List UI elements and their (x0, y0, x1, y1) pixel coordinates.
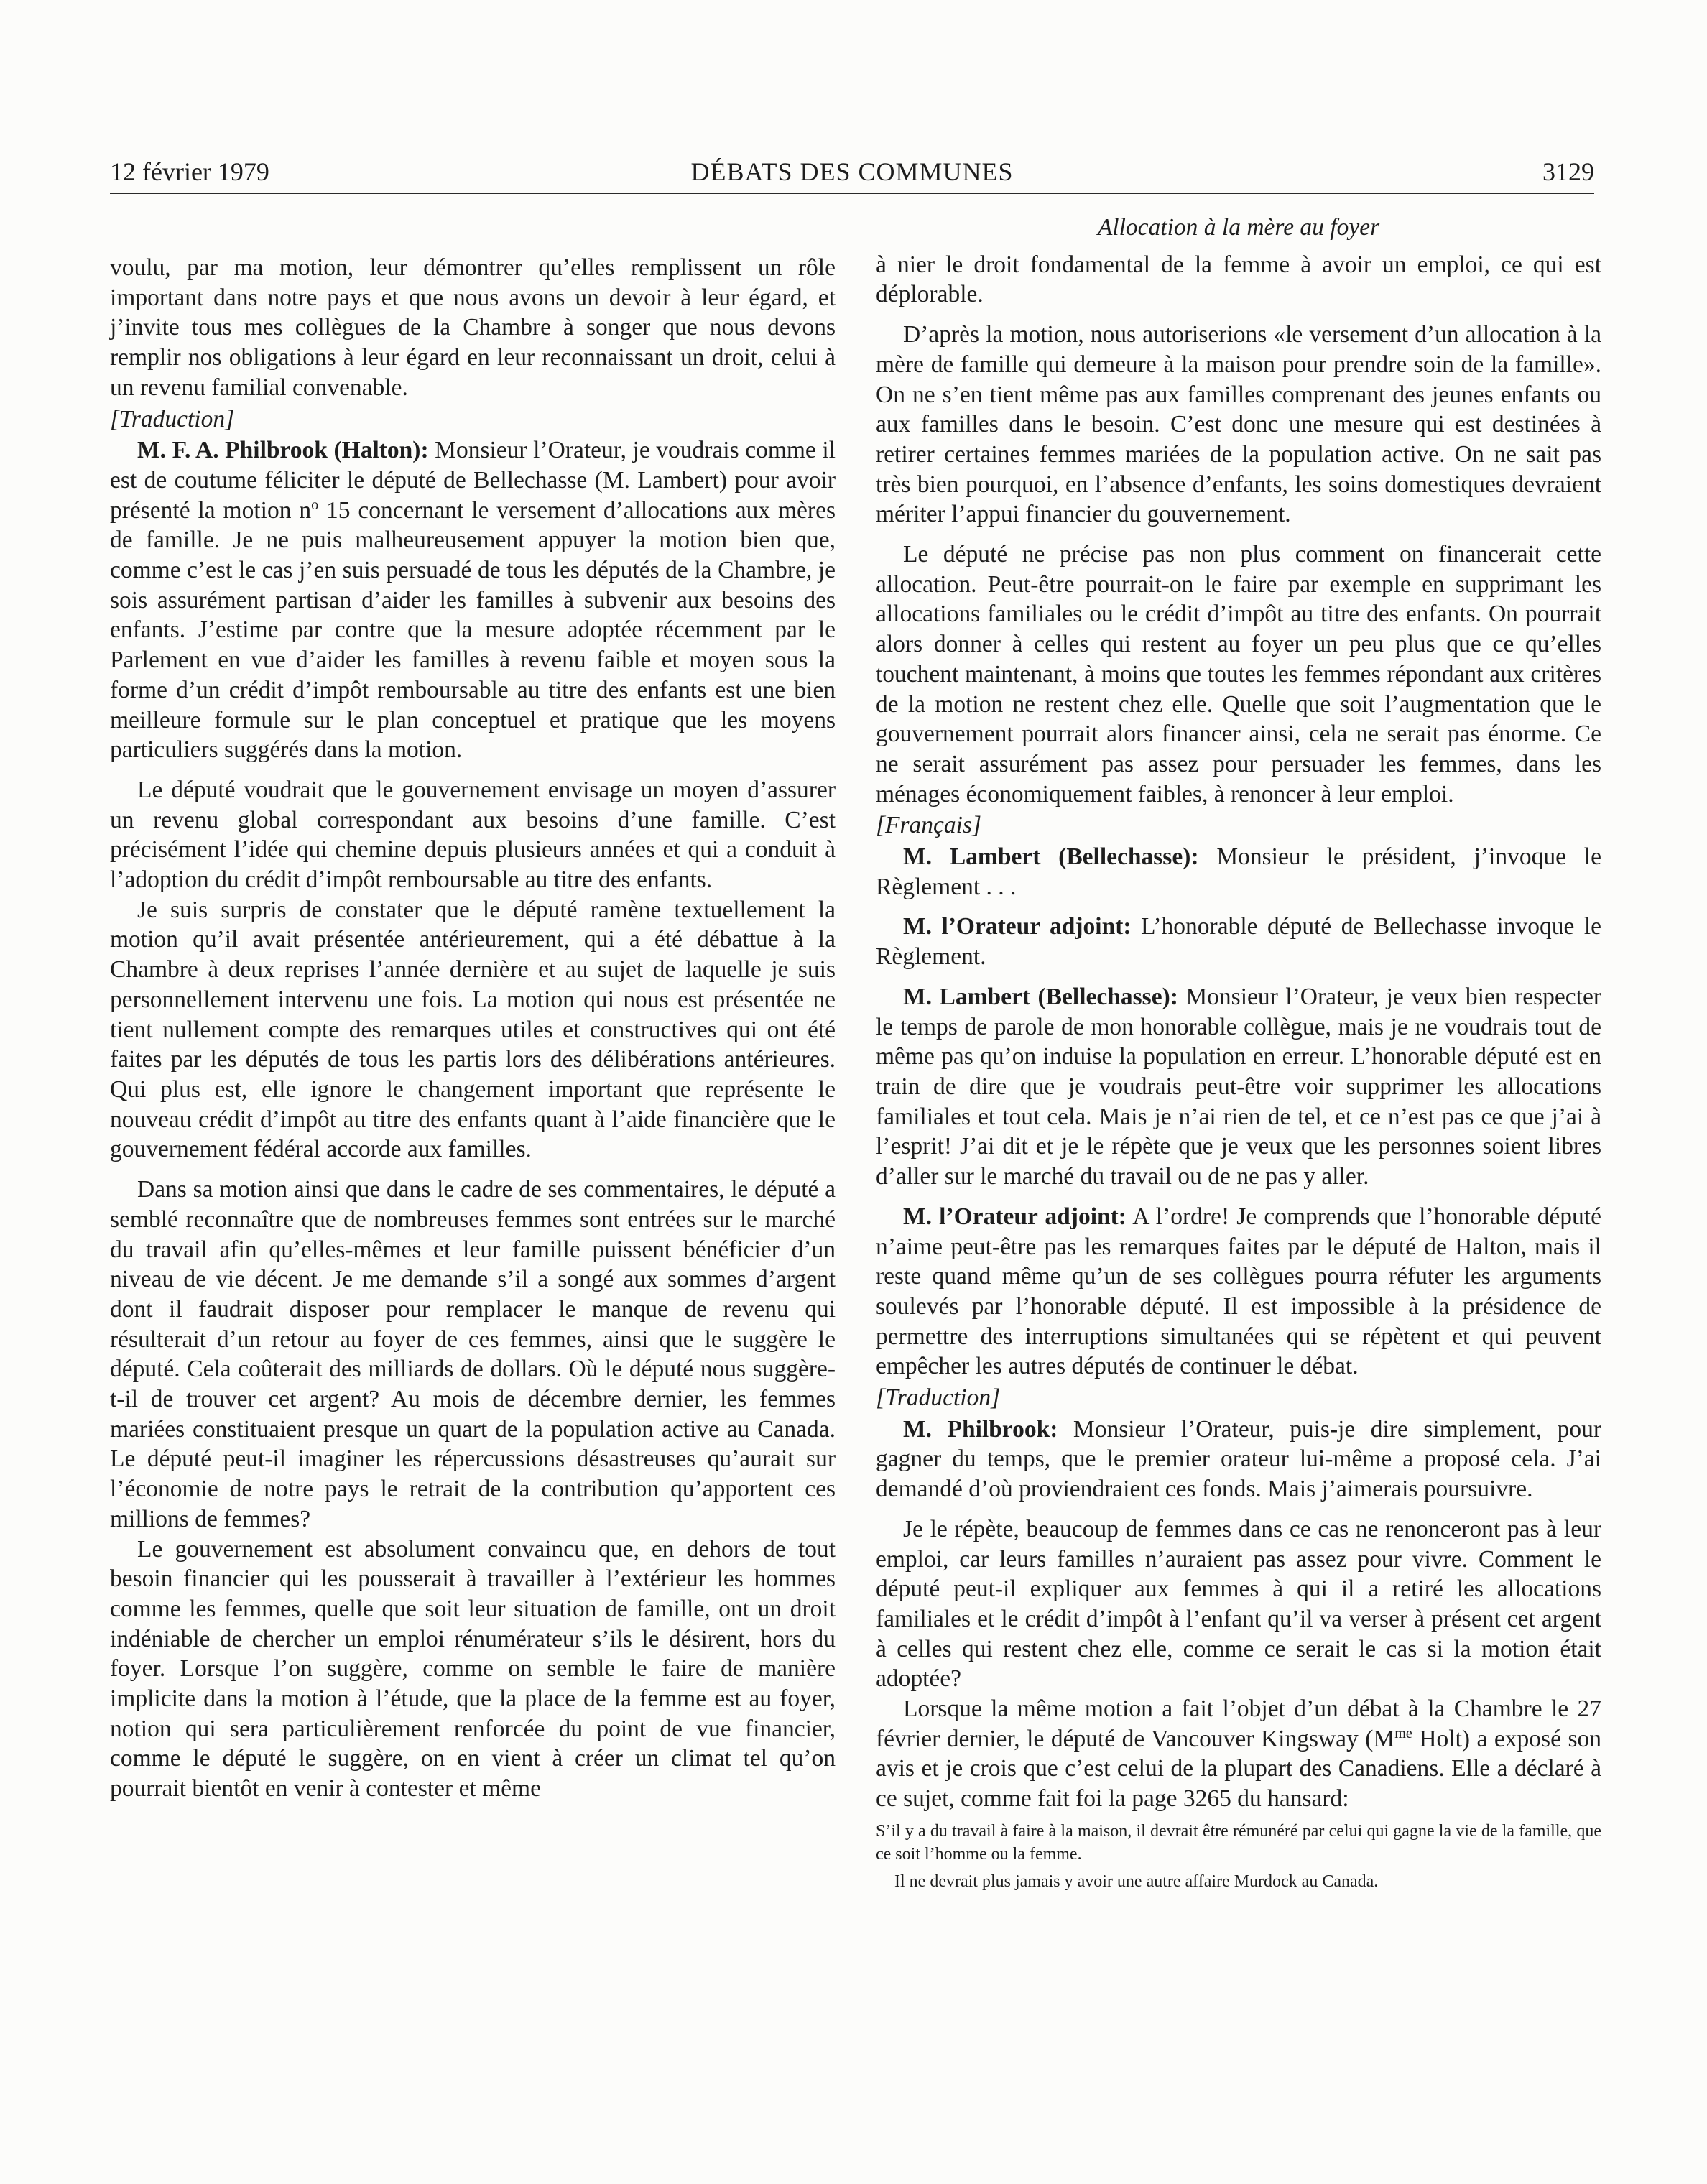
paragraph: Le député voudrait que le gouvernement envisage un moyen d’assurer un revenu global correspondant aux besoins d’une famille. C’est précisément l’idée qui chemine depuis plusieurs années et qui a conduit à l’adoption du crédit d’impôt remboursable au titre des enfants. (110, 776, 836, 894)
paragraph: Le gouvernement est absolument convaincu que, en dehors de tout besoin financier qui les pousserait à travailler à l’extérieur les hommes comme les femmes, quelle que soit leur situation de famille, ont un droit indéniable de chercher un emploi rénumérateur s’ils le désirent, hors du foyer. Lorsque l’on suggère, comme on semble le faire de manière implicite dans la motion à l’étude, que la place de la femme est au foyer, notion qui sera particulièrement renforcée du point de vue financier, comme le député le suggère, on en vient à créer un climat tel qu’on pourrait bientôt en venir à contester et même (110, 1535, 836, 1803)
speech-paragraph: M. Philbrook: Monsieur l’Orateur, puis-je dire simplement, pour gagner du temps, que le premier orateur lui-même a proposé cela. J’ai demandé d’où proviendraient ces fonds. Mais j’aimerais poursuivre. (876, 1415, 1601, 1503)
left-column (110, 253, 836, 1804)
speaker-name: M. Lambert (Bellechasse): (903, 843, 1199, 871)
language-marker: [Traduction] (876, 1384, 1001, 1412)
language-marker: [Français] (876, 812, 982, 839)
speech-paragraph: M. Lambert (Bellechasse): Monsieur le président, j’invoque le Règlement . . . (876, 843, 1601, 900)
paragraph: Je suis surpris de constater que le député ramène textuellement la motion qu’il avait présentée antérieurement, qui a été débattue à la Chambre à deux reprises l’année dernière et au sujet de laquelle je suis personnellement intervenu une fois. La motion qui nous est présentée ne tient nullement compte des remarques utiles et constructives qui ont été faites par les députés de tous les partis lors des délibérations antérieures. Qui plus est, elle ignore le changement important que représente le nouveau crédit d’impôt au titre des enfants quant à l’aide financière que le gouvernement fédéral accorde aux familles. (110, 896, 836, 1163)
speaker-name: M. Lambert (Bellechasse): (903, 983, 1178, 1010)
header-title: DÉBATS DES COMMUNES (690, 157, 1014, 186)
running-head (110, 157, 1594, 190)
paragraph: D’après la motion, nous autoriserions «le versement d’un allocation à la mère de famille qui demeure à la maison pour prendre soin de la famille». On ne s’en tient même pas aux familles comprenant des jeunes enfants ou aux familles dans le besoin. C’est donc une mesure qui est destinées à retirer certaines femmes mariées de la population active. On ne sait pas très bien pourquoi, en l’absence d’enfants, les soins domestiques devraient mériter l’appui financier du gouvernement. (876, 321, 1601, 528)
speaker-name: M. l’Orateur adjoint: (903, 1203, 1127, 1230)
subject-heading: Allocation à la mère au foyer (1097, 214, 1380, 241)
paragraph: à nier le droit fondamental de la femme à avoir un emploi, ce qui est déplorable. (876, 251, 1601, 308)
language-marker: [Traduction] (110, 405, 235, 432)
paragraph: Je le répète, beaucoup de femmes dans ce cas ne renonceront pas à leur emploi, car leurs familles n’auraient pas assez pour vivre. Comment le député peut-il expliquer aux femmes à qui il a retiré les allocations familiales et le crédit d’impôt à l’enfant qu’il va verser à présent cet argent à celles qui restent chez elle, comme ce serait le cas si la motion était adoptée? (876, 1515, 1601, 1693)
speech-paragraph: M. Lambert (Bellechasse): Monsieur l’Orateur, je veux bien respecter le temps de parole de mon honorable collègue, mais je ne voudrais tout de même pas qu’on induise la population en erreur. L’honorable député est en train de dire que je voudrais peut-être voir supprimer les allocations familiales et tout cela. Mais je n’ai rien de tel, et ce n’est pas ce que j’ai à l’esprit! J’ai dit et je le répète que je veux que les personnes soient libres d’aller sur le marché du travail ou de ne pas y aller. (876, 983, 1601, 1190)
quote-line: Il ne devrait plus jamais y avoir une autre affaire Murdock au Canada. (894, 1871, 1379, 1891)
speaker-name: M. F. A. Philbrook (Halton): (137, 437, 429, 464)
header-rule (110, 193, 1594, 194)
paragraph: Lorsque la même motion a fait l’objet d’un débat à la Chambre le 27 février dernier, le député de Vancouver Kingsway ($M^{me}$ Holt) a exposé son avis et je crois que c’est celui de la plupart des Canadiens. Elle a déclaré à ce sujet, comme fait foi la page 3265 du hansard: (876, 1695, 1601, 1813)
right-column (876, 213, 1601, 1893)
speech-paragraph: M. l’Orateur adjoint: A l’ordre! Je comprends que l’honorable député n’aime peut-être pas les remarques faites par le député de Halton, mais il reste quand même qu’un de ses collègues pourra réfuter les arguments soulevés par l’honorable député. Il est impossible à la présidence de permettre des interruptions simultanées qui se répètent et qui peuvent empêcher les autres députés de continuer le débat. (876, 1203, 1601, 1380)
speaker-name: M. l’Orateur adjoint: (903, 913, 1132, 940)
block-quote (876, 1820, 1601, 1893)
paragraph: Dans sa motion ainsi que dans le cadre de ses commentaires, le député a semblé reconnaître que de nombreuses femmes sont entrées sur le marché du travail afin qu’elles-mêmes et leur famille puissent bénéficier d’un niveau de vie décent. Je me demande s’il a songé aux sommes d’argent dont il faudrait disposer pour remplacer le manque de revenu qui résulterait d’un retour au foyer de ces femmes, ainsi que le suggère le député. Cela coûterait des milliards de dollars. Où le député nous suggère-t-il de trouver cet argent? Au mois de décembre dernier, les femmes mariées constituaient presque un quart de la population active au Canada. Le député peut-il imaginer les répercussions désastreuses qu’aurait sur l’économie de notre pays le retrait de la contribution qu’apportent ces millions de femmes? (110, 1176, 836, 1532)
paragraph: voulu, par ma motion, leur démontrer qu’elles remplissent un rôle important dans notre pays et que nous avons un devoir à leur égard, et j’invite tous mes collègues de la Chambre à songer que nous devons remplir nos obligations à leur égard en leur reconnaissant un droit, celui à un revenu familial convenable. (110, 254, 836, 401)
speaker-name: M. Philbrook: (903, 1415, 1058, 1443)
page-number: 3129 (1542, 157, 1594, 186)
speech-paragraph: M. l’Orateur adjoint: L’honorable député de Bellechasse invoque le Règlement. (876, 913, 1601, 971)
quote-line: S’il y a du travail à faire à la maison, il devrait être rémunéré par celui qui gagne la vie de la famille, que ce soit l’homme ou la femme. (876, 1821, 1601, 1864)
speech-paragraph: M. F. A. Philbrook (Halton): Monsieur l’Orateur, je voudrais comme il est de coutume féliciter le député de Bellechasse (M. Lambert) pour avoir présenté la motion $n^o$ 15 concernant le versement d’allocations aux mères de famille. Je ne puis malheureusement appuyer la motion bien que, comme c’est le cas j’en suis persuadé de tous les députés de la Chambre, je sois assurément partisan d’aider les familles à subvenir aux besoins des enfants. J’estime par contre que la mesure adoptée récemment par le Parlement en vue d’aider les familles à revenu faible et moyen sous la forme d’un crédit d’impôt remboursable au titre des enfants est une bien meilleure formule sur le plan conceptuel et pratique que les moyens particuliers suggérés dans la motion. (110, 437, 836, 764)
paragraph: Le député ne précise pas non plus comment on financerait cette allocation. Peut-être pourrait-on le faire par exemple en supprimant les allocations familiales ou le crédit d’impôt au titre des enfants. On pourrait alors donner à celles qui restent au foyer un peu plus que ce qu’elles touchent maintenant, à moins que toutes les femmes répondant aux critères de la motion ne restent chez elle. Quelle que soit l’augmentation que le gouvernement pourrait alors financer ainsi, cela ne serait pas énorme. Ce ne serait assurément pas assez pour persuader les femmes, dans les ménages économiquement faibles, à renoncer à leur emploi. (876, 541, 1601, 808)
header-date: 12 février 1979 (110, 157, 269, 186)
